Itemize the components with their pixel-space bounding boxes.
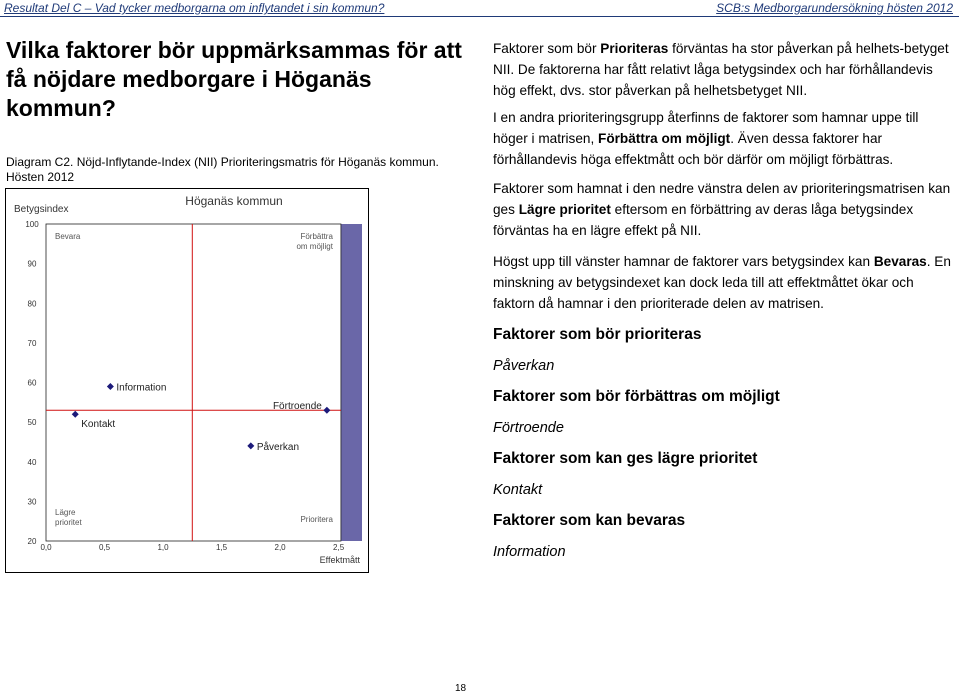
p4-bold: Bevaras xyxy=(873,254,927,269)
x-tick-label: 2,0 xyxy=(274,543,286,552)
quadrant-label-prioritera: Prioritera xyxy=(300,515,333,524)
group-heading-forbattras: Faktorer som bör förbättras om möjligt xyxy=(493,388,780,405)
p1-text-a: Faktorer som bör xyxy=(493,41,601,56)
y-tick-label: 40 xyxy=(27,457,37,467)
group-item-prioriteras: Påverkan xyxy=(493,358,555,374)
quadrant-label-lagre-line1: Lägre xyxy=(55,508,76,517)
x-tick-label: 0,5 xyxy=(98,543,111,552)
p4-text-a: Högst upp till vänster hamnar de faktorer vars betygsindex kan xyxy=(493,254,874,269)
x-axis-label: Effektmått xyxy=(319,555,360,565)
y-axis-label: Betygsindex xyxy=(14,204,69,215)
y-tick-label: 100 xyxy=(25,220,39,229)
p3-bold: Lägre prioritet xyxy=(518,202,611,217)
y-tick-label: 60 xyxy=(27,378,37,388)
x-tick-label: 1,5 xyxy=(215,543,228,552)
y-tick-label: 50 xyxy=(27,418,37,428)
chart-title: Höganäs kommun xyxy=(185,194,283,208)
group-heading-bevaras: Faktorer som kan bevaras xyxy=(493,512,686,529)
group-item-forbattras: Förtroende xyxy=(493,420,564,436)
p4-text-c: . En minskning av betygsindexet kan dock leda till att effektmåttet ökar och faktorn då hamnar i den prioriterade delen av matrisen. xyxy=(493,254,951,311)
header-left-text: Resultat Del C – Vad tycker medborgarna om inflytandet i sin kommun? xyxy=(4,1,385,15)
quadrant-label-forbattra-line1: Förbättra xyxy=(300,232,333,241)
p1-text-c: förväntas ha stor påverkan på helhets-betyget NII. De faktorerna har fått relativt låga betygsindex och har förhållandevis hög effekt, dvs. stor påverkan på helhetsbetyget NII. xyxy=(493,41,949,98)
data-label-påverkan: Påverkan xyxy=(256,441,300,453)
p3-text-c: eftersom en förbättring av deras låga betygsindex förväntas ha en lägre effekt på NII. xyxy=(493,202,914,238)
data-label-kontakt: Kontakt xyxy=(81,419,116,431)
data-label-förtroende: Förtroende xyxy=(272,401,322,413)
p2-text-a: I en andra prioriteringsgrupp återfinns de faktorer som hamnar uppe till höger i matrisen, xyxy=(493,110,919,146)
page-header xyxy=(0,0,959,18)
header-rule xyxy=(0,16,959,17)
chart-canvas xyxy=(6,189,368,572)
paragraph-forbattra xyxy=(493,107,953,170)
page-title: Vilka faktorer bör uppmärksammas för att få nöjdare medborgare i Höganäs kommun? xyxy=(6,37,462,121)
group-item-lagre: Kontakt xyxy=(493,482,543,498)
x-tick-label: 0,0 xyxy=(40,543,52,552)
paragraph-prioritera xyxy=(493,38,953,101)
paragraph-lagre-prioritet xyxy=(493,178,953,241)
p2-bold: Förbättra om möjligt xyxy=(598,131,731,146)
quadrant-label-forbattra-line2: om möjligt xyxy=(296,242,333,251)
x-tick-label: 2,5 xyxy=(333,543,345,552)
diagram-caption: Diagram C2. Nöjd-Inflytande-Index (NII) Prioriteringsmatris för Höganäs kommun. Hösten 2012 xyxy=(6,155,439,184)
y-tick-label: 80 xyxy=(27,299,37,309)
x-tick-label: 1,0 xyxy=(157,543,169,552)
y-tick-label: 30 xyxy=(27,497,37,507)
matrix-area xyxy=(46,224,341,541)
y-tick-label: 70 xyxy=(27,338,37,348)
page-number: 18 xyxy=(455,683,467,694)
y-tick-label: 20 xyxy=(27,537,37,546)
data-label-information: Information xyxy=(116,382,167,394)
y-tick-label: 90 xyxy=(27,259,37,269)
quadrant-label-lagre-line2: prioritet xyxy=(55,518,82,527)
group-heading-lagre: Faktorer som kan ges lägre prioritet xyxy=(493,450,758,467)
p3-text-a: Faktorer som hamnat i den nedre vänstra delen av prioriteringsmatrisen kan ges xyxy=(493,181,951,217)
p2-text-c: . Även dessa faktorer har förhållandevis höga effektmått och bör därför om möjligt förbättras. xyxy=(493,131,894,167)
p1-bold: Prioriteras xyxy=(600,41,669,56)
quadrant-label-bevara: Bevara xyxy=(55,232,81,241)
paragraph-bevara xyxy=(493,251,953,314)
priority-matrix-chart xyxy=(5,188,369,573)
group-heading-prioriteras: Faktorer som bör prioriteras xyxy=(493,326,702,343)
header-right-text: SCB:s Medborgarundersökning hösten 2012 xyxy=(716,1,953,15)
group-item-bevaras: Information xyxy=(493,544,566,560)
